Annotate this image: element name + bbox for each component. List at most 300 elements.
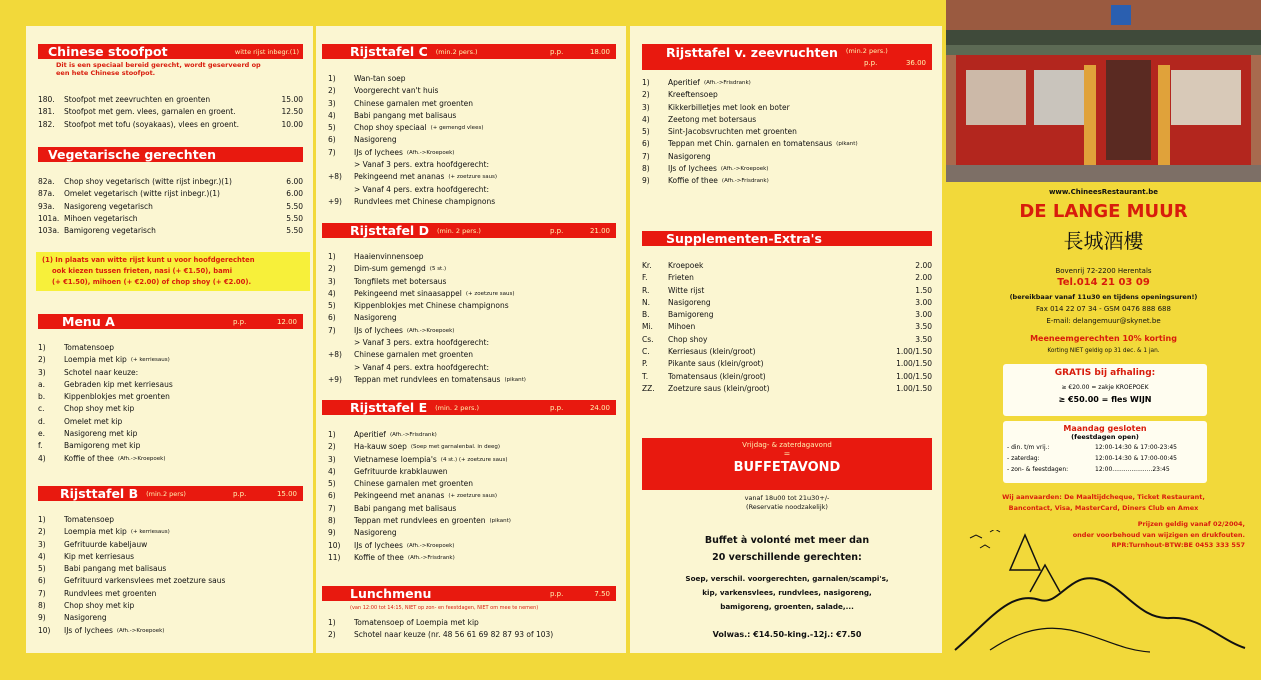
- restaurant-facade-image: [946, 0, 1261, 182]
- item-extra: (pikant): [489, 518, 511, 525]
- item-name: Stoofpot met tofu (soyakaas), vlees en groent.: [64, 119, 239, 129]
- supplement-item: [642, 334, 932, 346]
- menu-a-list: [38, 342, 303, 465]
- address: Bovenrij 72-2200 Herentals: [1055, 267, 1152, 275]
- item-number: d.: [38, 416, 46, 426]
- menu-item: [328, 527, 616, 539]
- section-title: Rijsttafel v. zeevruchten: [666, 45, 838, 60]
- item-number: 4): [328, 288, 336, 298]
- menu-item: [642, 163, 932, 175]
- item-name: Gefrituurde kabeljauw: [64, 539, 148, 549]
- rijsttafel-c-list: [328, 73, 616, 208]
- section-header-menu-a: Menu A p.p. 12.00: [38, 314, 303, 329]
- item-number: 101a.: [38, 213, 60, 223]
- menu-item: [328, 159, 616, 171]
- item-price: 3.50: [915, 322, 932, 332]
- item-name: Nasigoreng: [354, 313, 397, 323]
- menu-item: [38, 575, 303, 587]
- buffet-price: Volwas.: €14.50-king.-12j.: €7.50: [712, 630, 862, 639]
- menu-item: [328, 374, 616, 386]
- item-number: 3): [38, 539, 46, 549]
- supplement-item: [642, 358, 932, 370]
- item-price: 3.00: [915, 297, 932, 307]
- buffet-banner: Vrijdag- & zaterdagavond = BUFFETAVOND: [642, 438, 932, 490]
- payment-methods: Wij aanvaarden: De Maaltijdcheque, Ticket Restaurant, Bancontact, Visa, MasterCard, Diners Club en Amex: [1002, 493, 1205, 512]
- item-number: e.: [38, 429, 45, 439]
- item-number: 7): [328, 325, 336, 335]
- buffet-hours: vanaf 18u00 tot 21u30+/- (Reservatie noodzakelijk): [744, 494, 830, 511]
- restaurant-name-chinese: 長城酒樓: [1063, 229, 1144, 253]
- item-number: 2): [328, 264, 336, 274]
- great-wall-drawing: [950, 530, 1250, 660]
- section-aside: witte rijst inbegr.(1): [234, 47, 299, 56]
- item-extra: (+ kerriesaus): [130, 357, 170, 364]
- restaurant-photo: [946, 0, 1261, 182]
- item-price: 5.50: [286, 226, 303, 236]
- item-price: 2.00: [915, 261, 932, 270]
- item-number: 9): [642, 176, 650, 186]
- item-number: [328, 362, 354, 374]
- menu-item: [328, 490, 616, 502]
- item-price: 1.50: [915, 285, 932, 295]
- item-name: Tomatensoep of Loempia met kip: [354, 618, 479, 627]
- menu-item: [38, 379, 303, 391]
- item-name: IJs of lychees: [354, 540, 403, 550]
- section-price: 36.00: [905, 59, 926, 67]
- item-number: 3): [328, 276, 336, 286]
- item-name: Aperitief: [354, 430, 386, 439]
- section-price: 12.00: [276, 317, 297, 326]
- supplement-item: [642, 272, 932, 284]
- item-name: Chop shoy vegetarisch (witte rijst inbegr.)(1): [64, 177, 232, 186]
- item-number: 7): [328, 147, 336, 157]
- supplement-item: [642, 321, 932, 333]
- item-price: 15.00: [281, 95, 303, 104]
- menu-item: [328, 454, 616, 466]
- menu-item: [38, 612, 303, 624]
- menu-item: [642, 102, 932, 114]
- item-name: IJs of lychees: [668, 164, 717, 174]
- item-name: Chinese garnalen met groenten: [354, 98, 474, 108]
- menu-item: [642, 151, 932, 163]
- section-title: Supplementen-Extra's: [666, 231, 822, 246]
- item-name: Pekingeend met sinaasappel: [354, 288, 462, 298]
- item-name: Babi pangang met balisaus: [64, 564, 167, 574]
- item-price: 1.00/1.50: [896, 371, 932, 381]
- section-title: Rijsttafel D: [350, 223, 429, 238]
- item-extra: (Afh.->Kroepoek): [406, 327, 455, 334]
- item-number: [328, 184, 354, 196]
- item-extra: (Afh.->Frisdrank): [389, 432, 437, 438]
- item-name: > Vanaf 3 pers. extra hoofdgerecht:: [354, 338, 489, 348]
- menu-item: [642, 114, 932, 126]
- item-number: +8): [328, 172, 342, 182]
- item-extra: (4 st.) (+ zoetzure saus): [440, 456, 508, 463]
- item-name: Nasigoreng: [354, 528, 397, 538]
- item-name: Schotel naar keuze:: [64, 367, 139, 377]
- item-name: Frieten: [668, 273, 694, 283]
- menu-item: [328, 85, 616, 97]
- item-name: Nasigoreng: [668, 297, 711, 307]
- item-number: F.: [642, 273, 648, 283]
- item-number: 5): [642, 127, 650, 137]
- section-header-stoofpot: [38, 44, 303, 59]
- menu-item: [38, 342, 303, 354]
- menu-item: [38, 440, 303, 452]
- info-box: (1) In plaats van witte rijst kunt u voor hoofdgerechten ook kiezen tussen frieten, nasi (+ €1.50), bami (+ €1.50), mihoen (+ €2.00) of chop shoy (+ €2.00).: [36, 252, 310, 291]
- item-name: Omelet vegetarisch (witte rijst inbegr.)(1): [64, 189, 220, 199]
- item-name: Stoofpot met gem. vlees, garnalen en groent.: [64, 107, 236, 117]
- item-price: 1.00/1.50: [896, 359, 932, 369]
- item-number: 3): [328, 454, 336, 464]
- item-extra: (Afh.->Frisdrank): [407, 554, 455, 561]
- website: www.ChineesRestaurant.be: [1048, 188, 1159, 196]
- item-extra: (+ zoetzure saus): [448, 493, 498, 500]
- item-name: Teppan met rundvlees en tomatensaus: [354, 374, 501, 384]
- item-price: 5.50: [286, 201, 303, 211]
- item-number: 181.: [38, 107, 55, 117]
- lunchmenu-list: [328, 617, 616, 642]
- supplement-item: [642, 383, 932, 395]
- item-number: +9): [328, 374, 342, 384]
- menu-item: [328, 147, 616, 159]
- item-number: 9): [328, 528, 336, 538]
- item-number: 93a.: [38, 201, 55, 211]
- item-number: 8): [642, 164, 650, 174]
- vegetarisch-list: [38, 176, 303, 237]
- item-price: 6.00: [286, 189, 303, 199]
- item-number: 7): [38, 588, 46, 598]
- section-header-supplementen: [642, 231, 932, 246]
- menu-item: [38, 428, 303, 440]
- supplementen-list: [642, 260, 932, 395]
- menu-item: [328, 515, 616, 527]
- item-extra: (pikant): [504, 376, 526, 383]
- buffet-title: BUFFETAVOND: [733, 460, 841, 475]
- item-name: Kroepoek: [668, 261, 704, 270]
- price-validity: Prijzen geldig vanaf 02/2004, onder voorbehoud van wijzigen en drukfouten. RPR:Turnhout-BTW:BE 0453 333 557: [1072, 520, 1245, 549]
- item-number: 2): [328, 86, 336, 96]
- menu-item: [328, 478, 616, 490]
- menu-item: [328, 288, 616, 300]
- item-name: Chinese garnalen met groenten: [354, 479, 474, 489]
- item-extra: (Afh.->Frisdrank): [721, 178, 769, 185]
- menu-item: [328, 466, 616, 478]
- menu-item: [642, 89, 932, 101]
- item-name: Bamigoreng met kip: [64, 441, 141, 451]
- item-name: Kippenblokjes met groenten: [64, 392, 170, 402]
- item-name: Gefrituurde krabklauwen: [354, 466, 448, 476]
- menu-item: [328, 629, 616, 641]
- section-header-lunchmenu: Lunchmenu p.p. 7.50: [322, 586, 616, 601]
- item-number: 82a.: [38, 177, 55, 186]
- item-name: Chinese garnalen met groenten: [354, 350, 474, 360]
- item-number: 1): [328, 74, 336, 83]
- item-number: 8): [328, 516, 336, 526]
- section-price: 18.00: [589, 47, 610, 56]
- item-number: 4): [38, 453, 46, 463]
- menu-item: [38, 354, 303, 366]
- item-price: 12.50: [281, 107, 303, 117]
- item-number: 3): [328, 98, 336, 108]
- menu-item: [328, 312, 616, 324]
- menu-item: [328, 122, 616, 134]
- item-name: Babi pangang met balisaus: [354, 110, 457, 120]
- item-number: 4): [328, 466, 336, 476]
- section-price: 15.00: [276, 489, 297, 498]
- item-name: Haaienvinnensoep: [354, 252, 424, 261]
- item-number: +8): [328, 350, 342, 360]
- item-number: 8): [38, 601, 46, 611]
- item-name: Kip met kerriesaus: [64, 551, 134, 561]
- menu-item: [328, 263, 616, 275]
- item-number: Cs.: [642, 334, 654, 344]
- takeaway-discount: Meeneemgerechten 10% korting: [1030, 334, 1177, 343]
- section-title: Lunchmenu: [350, 586, 432, 601]
- item-number: 2): [328, 630, 336, 640]
- item-number: 180.: [38, 95, 55, 104]
- item-name: Loempia met kip: [64, 527, 127, 537]
- item-number: 7): [642, 151, 650, 161]
- item-number: T.: [642, 371, 649, 381]
- menu-item: [328, 73, 616, 85]
- opening-hours-box: Maandag gesloten (feestdagen open) - din. t/m vrij.: 12:00-14:30 & 17:00-23:45 - zaterdag: 12:00-14:30 & 17:00-00:45 - zon- & feestdagen: 12:00.....................23:45: [1003, 421, 1207, 483]
- menu-item: [38, 106, 303, 118]
- item-name: Pekingeend met ananas: [354, 491, 445, 501]
- menu-item: [328, 251, 616, 263]
- item-name: Mihoen: [668, 322, 696, 332]
- item-name: Omelet met kip: [64, 416, 123, 426]
- item-name: Pekingeend met ananas: [354, 172, 445, 182]
- item-price: 1.00/1.50: [896, 347, 932, 357]
- item-name: Chop shoy speciaal: [354, 123, 427, 133]
- section-title: Rijsttafel C: [350, 44, 428, 59]
- item-name: Vietnamese loempia's: [354, 454, 437, 464]
- menu-item: [38, 119, 303, 131]
- item-name: Stoofpot met zeevruchten en groenten: [64, 95, 211, 104]
- item-number: 1): [642, 78, 650, 87]
- item-name: Kreeftensoep: [668, 90, 718, 100]
- menu-item: [642, 126, 932, 138]
- item-number: b.: [38, 392, 46, 402]
- item-name: Nasigoreng vegetarisch: [64, 201, 153, 211]
- item-extra: (+ kerriesaus): [130, 529, 170, 536]
- menu-item: [328, 362, 616, 374]
- item-name: Nasigoreng: [64, 613, 107, 623]
- item-name: Bamigoreng vegetarisch: [64, 226, 156, 236]
- menu-item: [38, 367, 303, 379]
- menu-item: [328, 134, 616, 146]
- menu-item: [328, 276, 616, 288]
- item-name: Gefrituurd varkensvlees met zoetzure saus: [64, 576, 226, 586]
- menu-item: [38, 188, 303, 200]
- item-number: 3): [38, 367, 46, 377]
- section-header-zeevruchten: Rijsttafel v. zeevruchten (min.2 pers.) p.p. 36.00: [642, 44, 932, 70]
- section-title: Vegetarische gerechten: [48, 147, 217, 162]
- item-name: IJs of lychees: [354, 325, 403, 335]
- item-name: Aperitief: [668, 78, 700, 87]
- menu-item: [38, 514, 303, 526]
- menu-item: [328, 184, 616, 196]
- restaurant-name: DE LANGE MUUR: [1019, 201, 1188, 222]
- supplement-item: [642, 260, 932, 272]
- item-name: Wan-tan soep: [354, 74, 406, 83]
- item-name: Schotel naar keuze (nr. 48 56 61 69 82 87 93 of 103): [354, 630, 554, 640]
- rijsttafel-b-list: [38, 514, 303, 637]
- menu-item: [38, 176, 303, 188]
- menu-item: [328, 349, 616, 361]
- item-number: 4): [642, 114, 650, 124]
- item-name: IJs of lychees: [64, 625, 113, 635]
- item-name: > Vanaf 4 pers. extra hoofdgerecht:: [354, 184, 489, 194]
- item-name: Chop shoy: [668, 334, 708, 344]
- item-number: 1): [328, 618, 336, 627]
- item-price: 2.00: [915, 273, 932, 283]
- menu-item: [328, 325, 616, 337]
- item-name: Nasigoreng: [354, 135, 397, 145]
- menu-item: [642, 77, 932, 89]
- menu-item: [38, 453, 303, 465]
- menu-item: [38, 526, 303, 538]
- item-name: Rundvlees met groenten: [64, 588, 157, 598]
- item-extra: (Afh.->Kroepoek): [406, 149, 455, 156]
- menu-item: [38, 225, 303, 237]
- item-number: [328, 159, 354, 171]
- menu-item: [38, 600, 303, 612]
- rijsttafel-d-list: [328, 251, 616, 386]
- item-extra: (Afh.->Kroepoek): [720, 166, 769, 173]
- menu-item: [328, 300, 616, 312]
- fax-gsm: Fax 014 22 07 34 - GSM 0476 888 688: [1036, 305, 1171, 313]
- buffet-description: Buffet à volonté met meer dan 20 verschillende gerechten:: [704, 535, 870, 563]
- menu-item: [328, 98, 616, 110]
- hours-row: - zaterdag: 12:00-14:30 & 17:00-00:45: [1007, 455, 1177, 462]
- hours-row: - din. t/m vrij.: 12:00-14:30 & 17:00-23:45: [1007, 444, 1177, 451]
- item-name: Koffie of thee: [668, 176, 718, 186]
- item-number: Kr.: [642, 261, 652, 270]
- item-number: 2): [38, 355, 46, 365]
- item-name: Ha-kauw soep: [354, 442, 407, 452]
- item-number: 1): [328, 252, 336, 261]
- item-number: 6): [328, 313, 336, 323]
- item-number: 5): [328, 301, 336, 311]
- menu-item: [38, 539, 303, 551]
- item-number: 182.: [38, 119, 55, 129]
- item-name: Zeetong met botersaus: [668, 114, 757, 124]
- item-number: 1): [38, 343, 46, 352]
- item-name: Babi pangang met balisaus: [354, 503, 457, 513]
- item-number: 11): [328, 552, 341, 562]
- item-name: Tomatensoep: [64, 515, 114, 524]
- supplement-item: [642, 309, 932, 321]
- item-name: Koffie of thee: [354, 552, 404, 562]
- item-number: 6): [642, 139, 650, 149]
- item-name: IJs of lychees: [354, 147, 403, 157]
- item-name: Voorgerecht van't huis: [354, 86, 439, 96]
- item-number: f.: [38, 441, 43, 451]
- item-name: Sint-Jacobsvruchten met groenten: [668, 127, 797, 137]
- menu-item: [328, 617, 616, 629]
- supplement-item: [642, 371, 932, 383]
- item-name: > Vanaf 3 pers. extra hoofdgerecht:: [354, 160, 489, 170]
- menu-item: [38, 391, 303, 403]
- item-name: Loempia met kip: [64, 355, 127, 365]
- section-header-vegetarisch: [38, 147, 303, 162]
- item-price: 3.00: [915, 310, 932, 320]
- item-name: Chop shoy met kip: [64, 601, 135, 611]
- item-number: 1): [328, 430, 336, 439]
- section-price: 24.00: [589, 403, 610, 412]
- item-number: 7): [328, 503, 336, 513]
- item-extra: (+ zoetzure saus): [448, 174, 498, 181]
- section-header-rijsttafel-c: Rijsttafel C (min.2 pers.) p.p. 18.00: [322, 44, 616, 59]
- item-number: 87a.: [38, 189, 55, 199]
- menu-item: [328, 110, 616, 122]
- item-price: 5.50: [286, 213, 303, 223]
- item-number: 2): [328, 442, 336, 452]
- item-extra: (+ zoetzure saus): [465, 290, 515, 297]
- section-header-rijsttafel-d: Rijsttafel D (min. 2 pers.) p.p. 21.00: [322, 223, 616, 238]
- menu-item: [38, 551, 303, 563]
- gratis-box: GRATIS bij afhaling: ≥ €20.00 = zakje KROEPOEK ≥ €50.00 = fles WIJN: [1003, 364, 1207, 416]
- buffet-dishes: Soep, verschil. voorgerechten, garnalen/scampi's, kip, varkensvlees, rundvlees, nasigoreng, bamigoreng, groenten, salade,...: [685, 574, 889, 611]
- item-number: 1): [38, 515, 46, 524]
- item-extra: (Afh.->Frisdrank): [703, 80, 751, 86]
- section-price: 7.50: [594, 589, 610, 598]
- item-number: P.: [642, 359, 648, 369]
- item-number: 5): [328, 123, 336, 133]
- menu-item: [328, 196, 616, 208]
- item-number: +9): [328, 196, 342, 206]
- item-number: 4): [38, 551, 46, 561]
- item-number: 10): [328, 540, 341, 550]
- item-number: 9): [38, 613, 46, 623]
- item-extra: (Afh.->Kroepoek): [406, 542, 455, 549]
- menu-item: [328, 540, 616, 552]
- menu-item: [38, 588, 303, 600]
- hours-row: - zon- & feestdagen: 12:00.....................23:45: [1007, 466, 1170, 473]
- item-extra: (pikant): [836, 141, 858, 148]
- item-number: C.: [642, 347, 650, 357]
- item-extra: (+ gemengd vlees): [430, 125, 484, 132]
- item-number: 6): [38, 576, 46, 586]
- item-number: [328, 337, 354, 349]
- supplement-item: [642, 285, 932, 297]
- menu-item: [328, 337, 616, 349]
- menu-item: [38, 563, 303, 575]
- menu-item: [38, 416, 303, 428]
- item-number: R.: [642, 285, 650, 295]
- item-name: Nasigoreng: [668, 151, 711, 161]
- menu-item: [38, 201, 303, 213]
- section-title: Rijsttafel B: [60, 486, 139, 501]
- item-name: Tomatensaus (klein/groot): [668, 371, 766, 381]
- menu-item: [38, 625, 303, 637]
- item-number: 6): [328, 491, 336, 501]
- section-header-rijsttafel-e: Rijsttafel E (min. 2 pers.) p.p. 24.00: [322, 400, 616, 415]
- stoofpot-note: Dit is een speciaal bereid gerecht, wordt geserveerd op een hete Chinese stoofpot.: [56, 61, 261, 77]
- supplement-item: [642, 297, 932, 309]
- supplement-item: [642, 346, 932, 358]
- item-number: 2): [642, 90, 650, 100]
- email: E-mail: delangemuur@skynet.be: [1046, 317, 1161, 325]
- item-name: Tongfilets met botersaus: [354, 276, 447, 286]
- item-number: 5): [328, 479, 336, 489]
- item-name: Mihoen vegetarisch: [64, 213, 138, 223]
- menu-panel-2: [316, 26, 626, 653]
- stoofpot-list: [38, 94, 303, 131]
- item-name: Pikante saus (klein/groot): [668, 359, 764, 369]
